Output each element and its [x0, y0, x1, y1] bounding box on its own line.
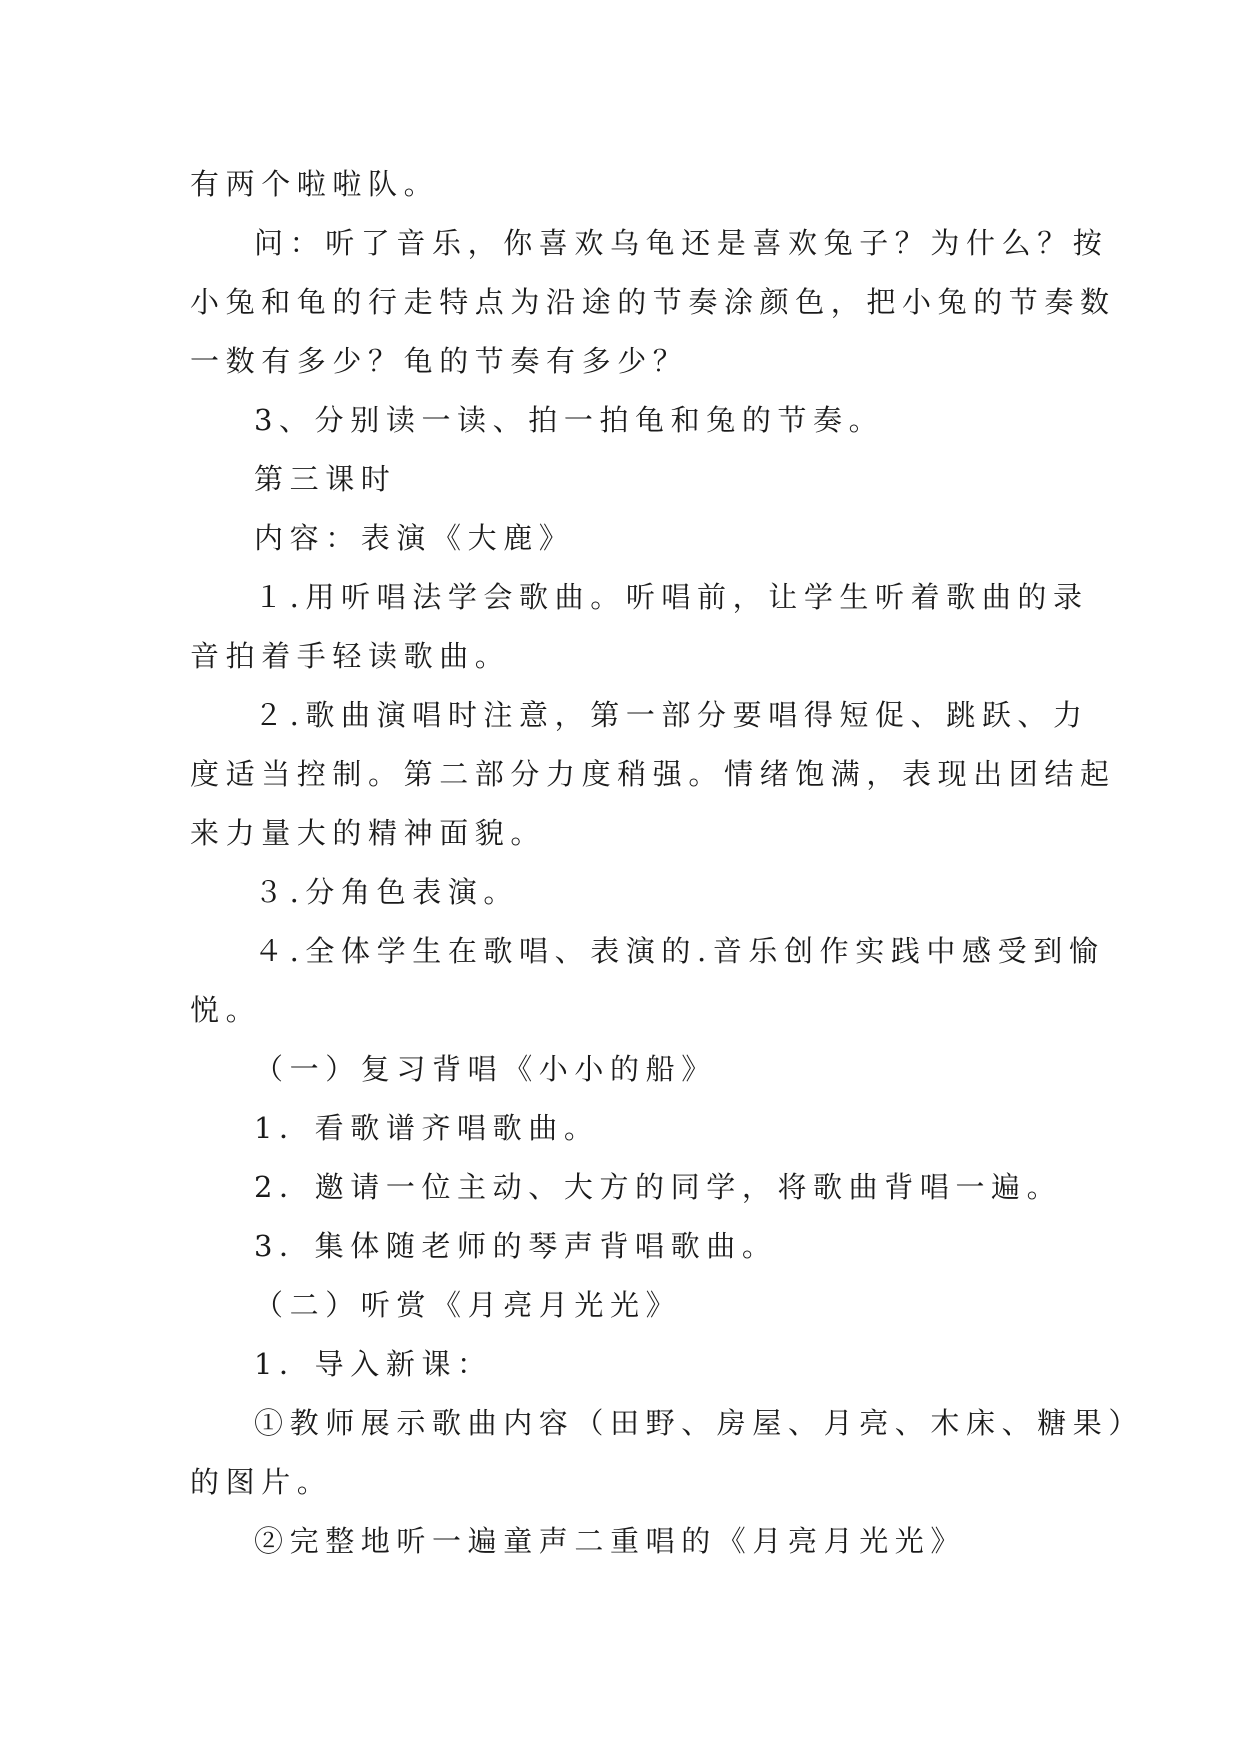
text-line: （二）听赏《月亮月光光》	[254, 1288, 682, 1322]
text-line: 的图片。	[190, 1465, 333, 1499]
text-line: 一数有多少？龟的节奏有多少？	[190, 344, 689, 378]
text-line: 小兔和龟的行走特点为沿途的节奏涂颜色，把小兔的节奏数	[190, 285, 1116, 319]
text-line: 3、分别读一读、拍一拍龟和兔的节奏。	[254, 403, 885, 437]
text-line: 度适当控制。第二部分力度稍强。情绪饱满，表现出团结起	[190, 757, 1116, 791]
text-line: 问：听了音乐，你喜欢乌龟还是喜欢兔子？为什么？按	[254, 226, 1109, 260]
text-line: 3．集体随老师的琴声背唱歌曲。	[254, 1229, 778, 1263]
text-line: 1．看歌谱齐唱歌曲。	[254, 1111, 600, 1145]
text-line: ２.歌曲演唱时注意，第一部分要唱得短促、跳跃、力	[254, 698, 1089, 732]
text-line: ３.分角色表演。	[254, 875, 520, 909]
text-line: 有两个啦啦队。	[190, 167, 440, 201]
text-line: （一）复习背唱《小小的船》	[254, 1052, 717, 1086]
text-line: ②完整地听一遍童声二重唱的《月亮月光光》	[254, 1524, 967, 1558]
text-line: 1．导入新课：	[254, 1347, 493, 1381]
text-line: 音拍着手轻读歌曲。	[190, 639, 511, 673]
text-line: 来力量大的精神面貌。	[190, 816, 547, 850]
text-line: 内容：表演《大鹿》	[254, 521, 575, 555]
text-line: 悦。	[190, 993, 262, 1027]
text-line: １.用听唱法学会歌曲。听唱前，让学生听着歌曲的录	[254, 580, 1089, 614]
text-line: ①教师展示歌曲内容（田野、房屋、月亮、木床、糖果）	[254, 1406, 1145, 1440]
text-line: 2．邀请一位主动、大方的同学，将歌曲背唱一遍。	[254, 1170, 1063, 1204]
text-line: ４.全体学生在歌唱、表演的.音乐创作实践中感受到愉	[254, 934, 1105, 968]
section-heading: 第三课时	[254, 462, 397, 496]
